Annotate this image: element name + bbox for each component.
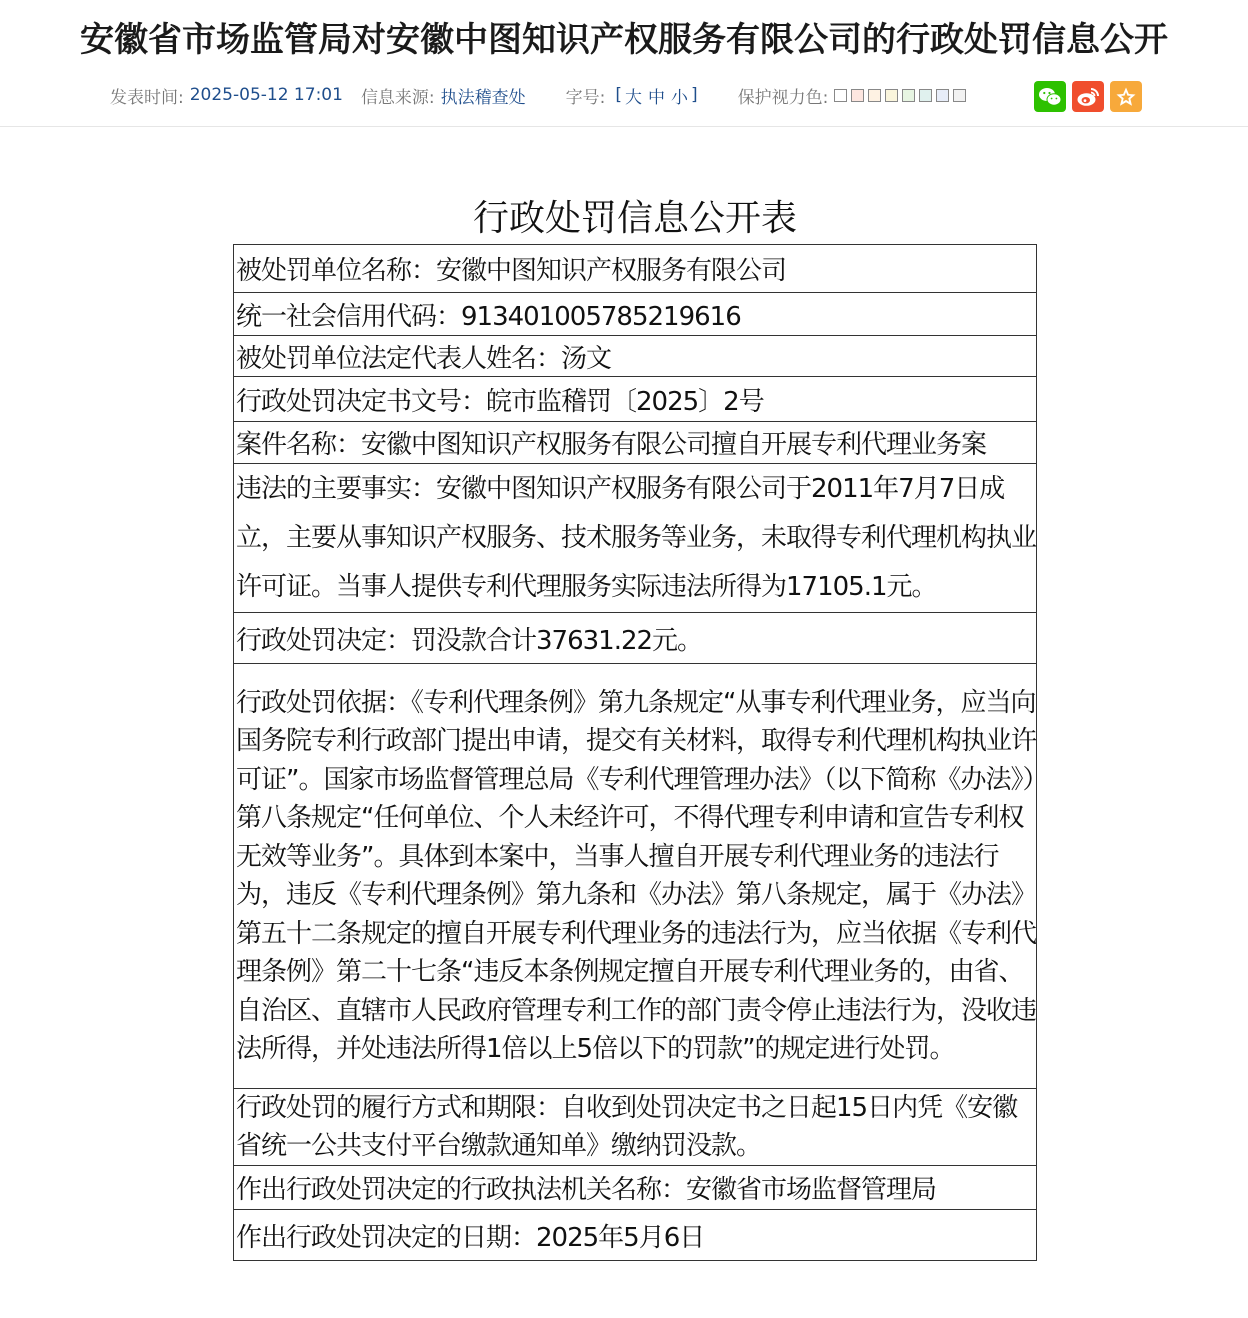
payment-method-deadline: 行政处罚的履行方式和期限：自收到处罚决定书之日起15日内凭《安徽省统一公共支付平台缴款通知单》缴纳罚没款。: [234, 1089, 1037, 1166]
eye-color-swatch[interactable]: [936, 89, 949, 102]
font-size-close-bracket: ]: [691, 85, 698, 105]
document-title: 行政处罚信息公开表: [472, 198, 797, 239]
wechat-icon: [1038, 86, 1062, 108]
eye-color-swatch[interactable]: [851, 89, 864, 102]
enforcement-authority: 作出行政处罚决定的行政执法机关名称：安徽省市场监督管理局: [234, 1166, 1037, 1210]
page-title: 安徽省市场监管局对安徽中图知识产权服务有限公司的行政处罚信息公开: [80, 20, 1168, 60]
eye-color-swatch[interactable]: [919, 89, 932, 102]
table-row: [234, 422, 1037, 464]
legal-representative: 被处罚单位法定代表人姓名：汤文: [234, 336, 1037, 377]
table-row: [234, 377, 1037, 422]
article-meta: [110, 83, 966, 107]
table-row: [234, 245, 1037, 293]
penalty-basis: 行政处罚依据：《专利代理条例》第九条规定“从事专利代理业务，应当向国务院专利行政部门提出申请，提交有关材料，取得专利代理机构执业许可证”。国家市场监督管理总局《专利代理管理办法》（以下简称《办法》）第八条规定“任何单位、个人未经许可，不得代理专利申请和宣告专利权无效等业务”。具体到本案中，当事人擅自开展专利代理业务的违法行为，违反《专利代理条例》第九条和《办法》第八条规定，属于《办法》第五十二条规定的擅自开展专利代理业务的违法行为，应当依据《专利代理条例》第二十七条“违反本条例规定擅自开展专利代理业务的，由省、自治区、直辖市人民政府管理专利工作的部门责令停止违法行为，没收违法所得，并处违法所得1倍以上5倍以下的罚款”的规定进行处罚。: [234, 664, 1037, 1089]
eye-color-swatch[interactable]: [902, 89, 915, 102]
eye-color-swatch[interactable]: [834, 89, 847, 102]
font-size-small-button[interactable]: 小: [671, 87, 689, 108]
star-icon: [1114, 86, 1138, 108]
table-row: [234, 336, 1037, 377]
favorite-button[interactable]: [1110, 81, 1142, 112]
weibo-icon: [1076, 86, 1100, 108]
eye-color-swatch[interactable]: [868, 89, 881, 102]
table-row: [234, 293, 1037, 336]
source-label: 信息来源:: [360, 87, 435, 108]
weibo-share-button[interactable]: [1072, 81, 1104, 112]
font-size-medium-button[interactable]: 中: [648, 87, 666, 108]
main-facts: 违法的主要事实：安徽中图知识产权服务有限公司于2011年7月7日成立，主要从事知识产权服务、技术服务等业务，未取得专利代理机构执业许可证。当事人提供专利代理服务实际违法所得为17105.1元。: [234, 464, 1037, 613]
source-link[interactable]: 执法稽查处: [440, 87, 526, 108]
share-buttons: [1034, 81, 1142, 112]
eye-protection-label: 保护视力色:: [737, 87, 829, 108]
table-row: [234, 1089, 1037, 1166]
table-row: [234, 613, 1037, 664]
table-row: [234, 664, 1037, 1089]
header-divider: [0, 126, 1248, 127]
penalty-info-table: [233, 244, 1037, 1261]
font-size-large-button[interactable]: 大: [625, 87, 643, 108]
penalized-entity-name: 被处罚单位名称：安徽中图知识产权服务有限公司: [234, 245, 1037, 293]
case-name: 案件名称：安徽中图知识产权服务有限公司擅自开展专利代理业务案: [234, 422, 1037, 464]
font-size-label: 字号:: [565, 87, 606, 108]
credit-code: 统一社会信用代码：913401005785219616: [234, 293, 1037, 336]
wechat-share-button[interactable]: [1034, 81, 1066, 112]
publish-time-label: 发表时间:: [110, 87, 184, 108]
eye-color-swatch[interactable]: [885, 89, 898, 102]
table-row: [234, 1166, 1037, 1210]
decision-date: 作出行政处罚决定的日期：2025年5月6日: [234, 1210, 1037, 1261]
publish-time: 2025-05-12 17:01: [189, 85, 343, 105]
font-size-open-bracket: [: [615, 85, 623, 105]
table-row: [234, 464, 1037, 613]
decision-number: 行政处罚决定书文号：皖市监稽罚〔2025〕2号: [234, 377, 1037, 422]
penalty-decision: 行政处罚决定：罚没款合计37631.22元。: [234, 613, 1037, 664]
eye-color-swatch[interactable]: [953, 89, 966, 102]
table-row: [234, 1210, 1037, 1261]
eye-color-swatches: [834, 89, 966, 102]
